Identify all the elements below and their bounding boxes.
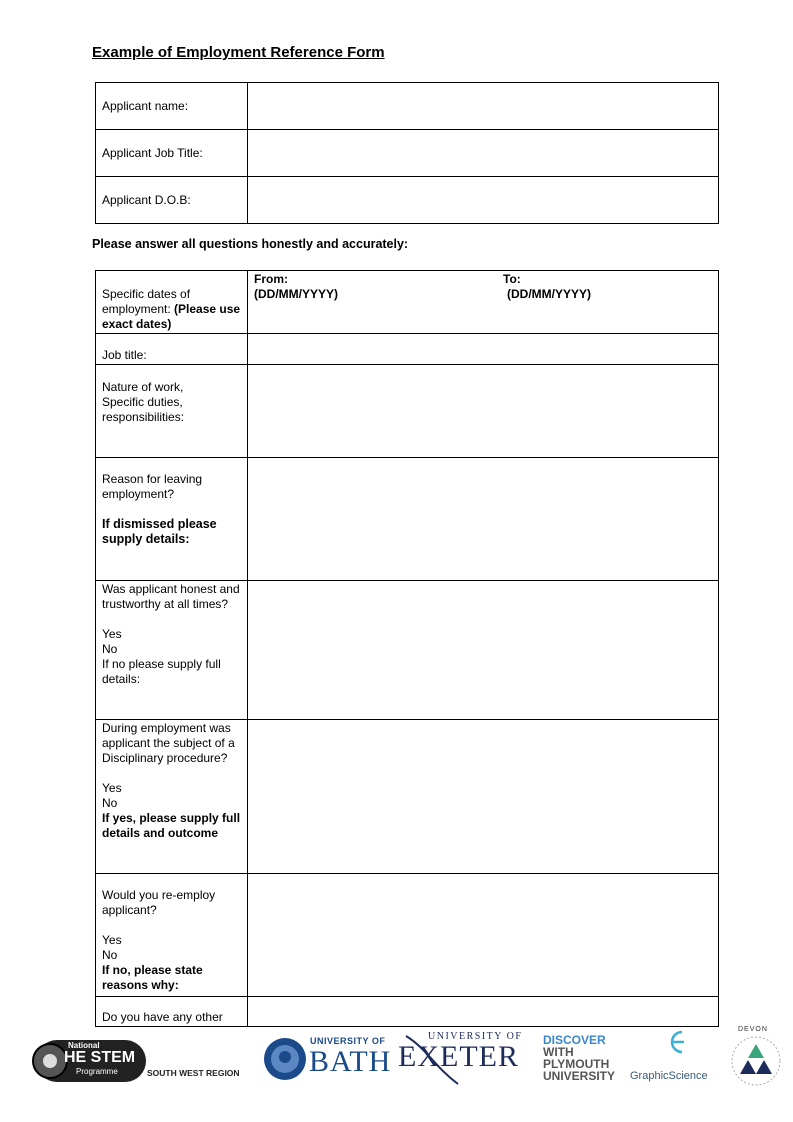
applicant-job-title-label: Applicant Job Title: bbox=[96, 130, 248, 177]
table-row bbox=[96, 334, 719, 365]
applicant-table bbox=[95, 82, 719, 224]
applicant-name-field[interactable] bbox=[248, 83, 719, 130]
leaving-bold: If dismissed please supply details: bbox=[102, 517, 217, 546]
table-row bbox=[96, 874, 719, 997]
table-row bbox=[96, 458, 719, 581]
disciplinary-no: No bbox=[102, 796, 118, 810]
reemploy-yes: Yes bbox=[102, 933, 122, 947]
other-field[interactable] bbox=[248, 997, 719, 1027]
page-title: Example of Employment Reference Form bbox=[92, 44, 385, 61]
dates-label-cell bbox=[96, 271, 248, 334]
hestem-region: SOUTH WEST REGION bbox=[147, 1068, 240, 1078]
applicant-job-title-field[interactable] bbox=[248, 130, 719, 177]
graphicscience-logo bbox=[630, 1026, 720, 1088]
nature-label-cell bbox=[96, 365, 248, 458]
table-row bbox=[96, 83, 719, 130]
reemploy-no: No bbox=[102, 948, 118, 962]
footer-logos bbox=[0, 1026, 793, 1122]
hestem-logo bbox=[28, 1038, 278, 1084]
disciplinary-field[interactable] bbox=[248, 720, 719, 874]
honest-field[interactable] bbox=[248, 581, 719, 720]
job-title-label: Job title: bbox=[96, 334, 248, 365]
to-label: To: bbox=[503, 272, 521, 286]
table-row bbox=[96, 271, 719, 334]
plymouth-logo bbox=[543, 1034, 623, 1084]
nature-label-3: responsibilities: bbox=[102, 410, 185, 424]
exeter-big: EXETER bbox=[398, 1040, 519, 1073]
devon-text: DEVON bbox=[738, 1026, 768, 1033]
reemploy-field[interactable] bbox=[248, 874, 719, 997]
table-row bbox=[96, 365, 719, 458]
other-label: Do you have any other bbox=[96, 997, 248, 1027]
leaving-label: Reason for leaving employment? bbox=[102, 472, 203, 501]
dates-label-bold: (Please use exact dates) bbox=[102, 302, 241, 331]
applicant-name-label: Applicant name: bbox=[96, 83, 248, 130]
bath-crest-icon bbox=[262, 1036, 308, 1082]
reemploy-bold: If no, please state reasons why: bbox=[102, 963, 203, 992]
plymouth-l1: DISCOVER bbox=[543, 1033, 606, 1047]
table-row bbox=[96, 130, 719, 177]
graphicscience-text: GraphicScience bbox=[630, 1070, 708, 1082]
honest-no: No bbox=[102, 642, 118, 656]
bath-logo bbox=[262, 1034, 392, 1084]
reemploy-label: Would you re-employ applicant? bbox=[102, 888, 216, 917]
nature-field[interactable] bbox=[248, 365, 719, 458]
nature-label-1: Nature of work, bbox=[102, 380, 184, 394]
dates-label: Specific dates of employment: bbox=[102, 287, 191, 316]
leaving-label-cell bbox=[96, 458, 248, 581]
honest-yes: Yes bbox=[102, 627, 122, 641]
bath-small: UNIVERSITY OF bbox=[310, 1036, 386, 1046]
table-row bbox=[96, 177, 719, 224]
job-title-field[interactable] bbox=[248, 334, 719, 365]
disciplinary-yes: Yes bbox=[102, 781, 122, 795]
applicant-dob-label: Applicant D.O.B: bbox=[96, 177, 248, 224]
hestem-line1: National bbox=[68, 1041, 100, 1050]
hestem-line3: Programme bbox=[76, 1067, 118, 1076]
plymouth-l3: PLYMOUTH bbox=[543, 1057, 610, 1071]
leaving-field[interactable] bbox=[248, 458, 719, 581]
table-row bbox=[96, 581, 719, 720]
devon-emblem-icon bbox=[728, 1034, 784, 1088]
exeter-logo bbox=[396, 1028, 526, 1088]
reemploy-label-cell bbox=[96, 874, 248, 997]
exeter-small: UNIVERSITY OF bbox=[428, 1031, 523, 1042]
applicant-dob-field[interactable] bbox=[248, 177, 719, 224]
disciplinary-label: During employment was applicant the subject of a Disciplinary procedure? bbox=[102, 721, 235, 765]
bath-big: BATH bbox=[309, 1045, 392, 1078]
hestem-line2: HE STEM bbox=[64, 1049, 136, 1066]
table-row bbox=[96, 720, 719, 874]
reference-table bbox=[95, 270, 719, 1027]
from-label: From: bbox=[254, 272, 288, 286]
honest-detail: If no please supply full details: bbox=[102, 657, 221, 686]
dates-field[interactable] bbox=[248, 271, 719, 334]
devon-logo bbox=[728, 1026, 784, 1090]
honest-label-cell bbox=[96, 581, 248, 720]
honest-label: Was applicant honest and trustworthy at all times? bbox=[102, 582, 240, 611]
to-format: (DD/MM/YYYY) bbox=[507, 287, 591, 301]
instruction-text: Please answer all questions honestly and accurately: bbox=[92, 237, 409, 251]
plymouth-l4: UNIVERSITY bbox=[543, 1069, 616, 1083]
nature-label-2: Specific duties, bbox=[102, 395, 183, 409]
disciplinary-label-cell bbox=[96, 720, 248, 874]
exeter-swoosh-icon bbox=[396, 1028, 476, 1086]
disciplinary-bold: If yes, please supply full details and outcome bbox=[102, 811, 241, 840]
plymouth-l2: WITH bbox=[543, 1045, 574, 1059]
graphicscience-mark-icon bbox=[660, 1028, 690, 1064]
table-row bbox=[96, 997, 719, 1027]
from-format: (DD/MM/YYYY) bbox=[254, 287, 338, 301]
